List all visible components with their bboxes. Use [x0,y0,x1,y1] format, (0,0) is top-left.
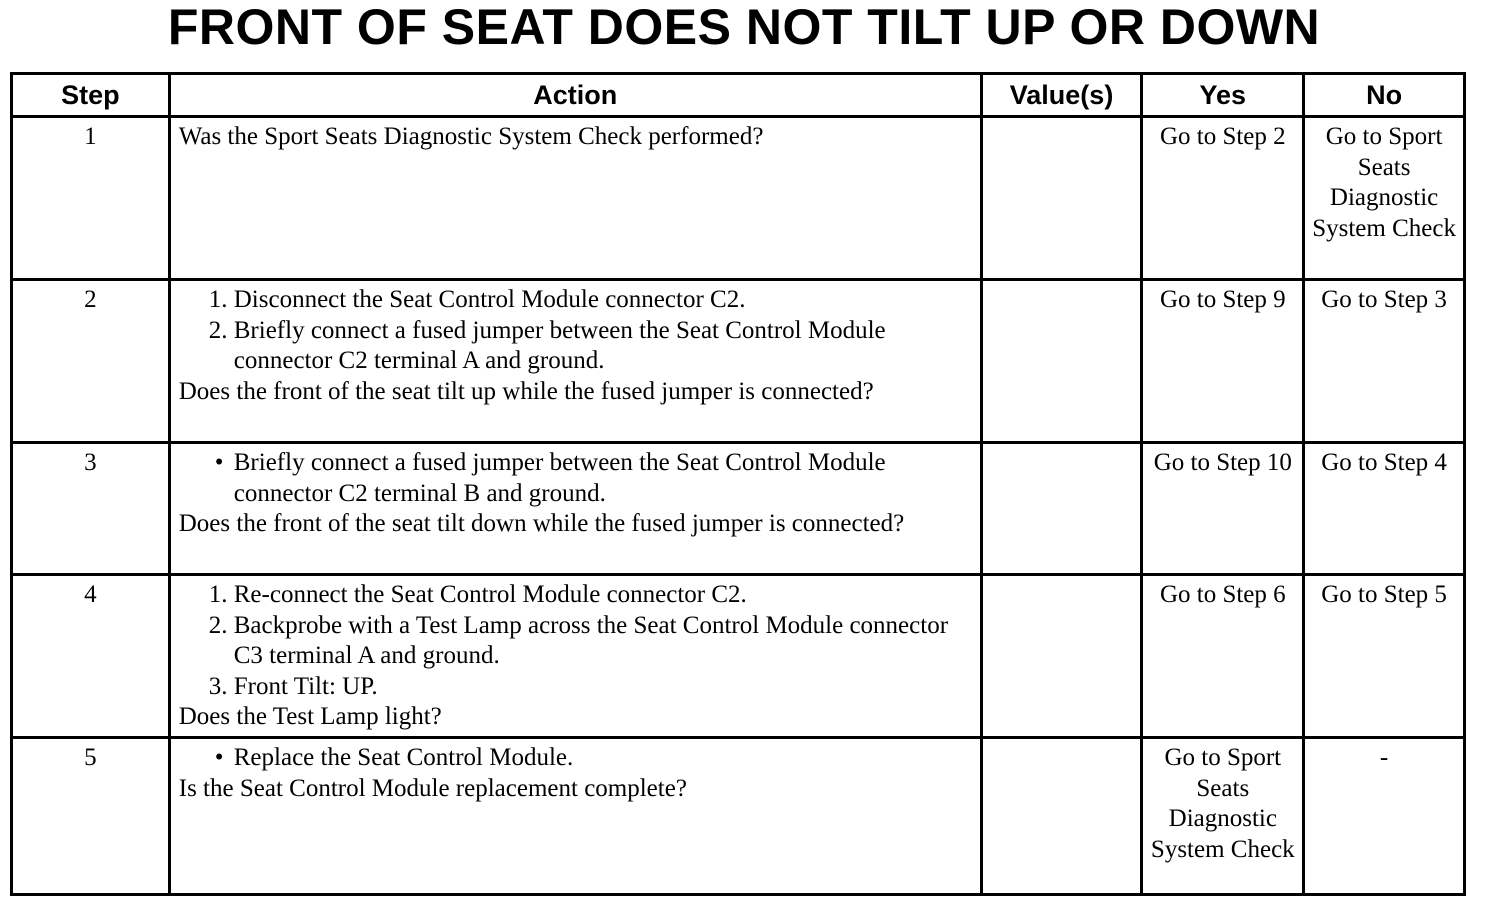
action-step: 3. Front Tilt: UP. [234,672,972,703]
column-header-step: Step [12,74,170,117]
step-number: 1 [12,117,170,280]
no-cell: Go to Sport Seats Diagnostic System Check [1304,117,1465,280]
action-step: 1. Re-connect the Seat Control Module connector C2. [234,580,972,611]
action-cell [169,443,981,575]
action-question: Does the front of the seat tilt up while the fused jumper is connected? [178,377,874,405]
no-cell: Go to Step 5 [1304,575,1465,738]
column-header-no: No [1304,74,1465,117]
yes-cell: Go to Step 2 [1142,117,1304,280]
action-bullet: • Replace the Seat Control Module. [234,743,972,774]
column-header-yes: Yes [1142,74,1304,117]
action-question: Was the Sport Seats Diagnostic System Check performed? [178,123,764,150]
step-number: 2 [12,280,170,443]
action-cell [169,575,981,738]
action-steps [179,580,972,702]
value-cell [981,575,1142,738]
header-row [12,74,1465,117]
page-title: FRONT OF SEAT DOES NOT TILT UP OR DOWN [167,0,1321,55]
action-cell [169,280,981,443]
step-number: 4 [12,575,170,738]
action-bullets [179,448,972,509]
action-step: 2. Backprobe with a Test Lamp across the Seat Control Module connector C3 terminal A and ground. [234,611,972,672]
table-row [12,280,1465,443]
value-cell [981,443,1142,575]
value-cell [981,738,1142,895]
action-step: 1. Disconnect the Seat Control Module connector C2. [234,285,972,316]
no-cell: Go to Step 3 [1304,280,1465,443]
no-cell: - [1304,738,1465,895]
table-row [12,738,1465,895]
no-cell: Go to Step 4 [1304,443,1465,575]
action-cell [169,738,981,895]
step-number: 3 [12,443,170,575]
table-row [12,443,1465,575]
column-header-values: Value(s) [981,74,1142,117]
action-step: 2. Briefly connect a fused jumper between the Seat Control Module connector C2 terminal A and ground. [234,316,972,377]
action-bullet: • Briefly connect a fused jumper between the Seat Control Module connector C2 terminal B and ground. [234,448,972,509]
value-cell [981,117,1142,280]
action-question: Does the Test Lamp light? [178,703,442,730]
table-row [12,117,1465,280]
action-question: Is the Seat Control Module replacement complete? [178,774,687,802]
column-header-action: Action [169,74,981,117]
value-cell [981,280,1142,443]
yes-cell: Go to Step 10 [1142,443,1304,575]
action-question: Does the front of the seat tilt down while the fused jumper is connected? [178,510,905,537]
step-number: 5 [12,738,170,895]
yes-cell: Go to Step 6 [1142,575,1304,738]
action-bullets [179,743,972,774]
action-cell [169,117,981,280]
yes-cell: Go to Sport Seats Diagnostic System Check [1142,738,1304,895]
table-row [12,575,1465,738]
diagnostic-table [10,72,1466,896]
action-steps [179,285,972,377]
yes-cell: Go to Step 9 [1142,280,1304,443]
